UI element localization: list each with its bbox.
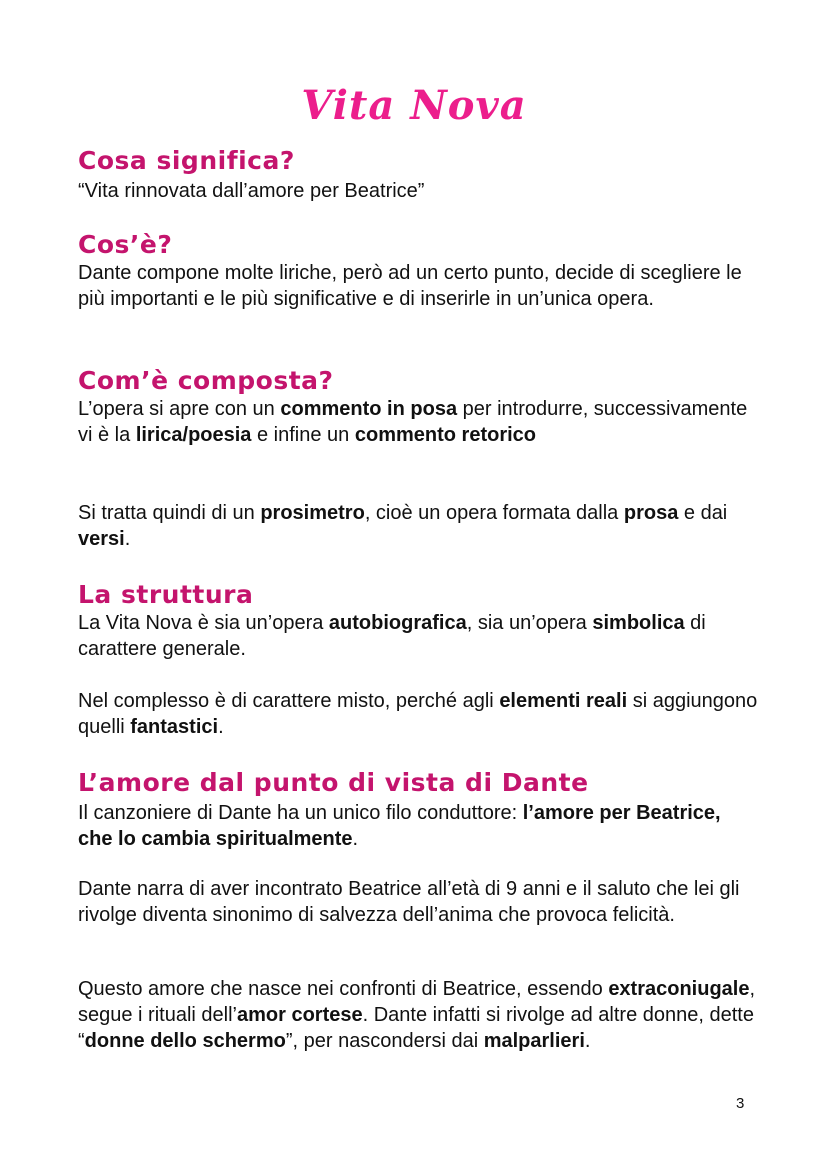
paragraph: Dante compone molte liriche, però ad un certo punto, decide di scegliere le più importanti e le più significative e di inserirle in un’unica opera. <box>78 262 742 310</box>
page-number: 3 <box>736 1095 745 1112</box>
paragraph: Dante narra di aver incontrato Beatrice all’età di 9 anni e il saluto che lei gli rivolge diventa sinonimo di salvezza dell’anima che provoca felicità. <box>78 878 740 926</box>
bold-text: commento in posa <box>280 398 458 420</box>
bold-text: fantastici <box>130 716 219 738</box>
bold-text: elementi reali <box>499 690 628 712</box>
bold-text: donne dello schermo <box>84 1030 286 1052</box>
bold-text: l’amore per Beatrice, che lo cambia spiritualmente <box>78 802 721 850</box>
bold-text: lirica/poesia <box>135 424 252 446</box>
bold-text: malparlieri <box>483 1030 585 1052</box>
paragraph: Questo amore che nasce nei confronti di Beatrice, essendo extraconiugale, segue i rituali dell’amor cortese. Dante infatti si rivolge ad altre donne, dette “donne dello schermo”, per nascondersi dai malparlieri. <box>78 978 756 1052</box>
section-heading-la-struttura: La struttura <box>78 580 254 609</box>
paragraph: L’opera si apre con un commento in posa per introdurre, successivamente vi è la lirica/poesia e infine un commento retorico <box>78 398 748 446</box>
section-heading-come-composta: Com’è composta? <box>78 366 334 395</box>
paragraph: “Vita rinnovata dall’amore per Beatrice” <box>78 180 425 202</box>
bold-text: autobiografica <box>328 612 467 634</box>
bold-text: versi <box>78 528 125 550</box>
bold-text: commento retorico <box>354 424 537 446</box>
paragraph: La Vita Nova è sia un’opera autobiografica, sia un’opera simbolica di carattere generale. <box>78 612 706 660</box>
bold-text: prosimetro <box>260 502 365 524</box>
bold-text: extraconiugale <box>608 978 750 1000</box>
paragraph: Nel complesso è di carattere misto, perché agli elementi reali si aggiungono quelli fantastici. <box>78 690 758 738</box>
paragraph: Si tratta quindi di un prosimetro, cioè un opera formata dalla prosa e dai versi. <box>78 502 728 550</box>
paragraph: Il canzoniere di Dante ha un unico filo conduttore: l’amore per Beatrice, che lo cambia spiritualmente. <box>78 802 721 850</box>
section-heading-cosa-significa: Cosa significa? <box>78 146 295 175</box>
bold-text: simbolica <box>592 612 685 634</box>
bold-text: prosa <box>623 502 679 524</box>
page-title: Vita Nova <box>301 82 527 129</box>
section-heading-cos-e: Cos’è? <box>78 230 173 259</box>
bold-text: amor cortese <box>236 1004 363 1026</box>
section-heading-amore-dante: L’amore dal punto di vista di Dante <box>78 768 589 797</box>
